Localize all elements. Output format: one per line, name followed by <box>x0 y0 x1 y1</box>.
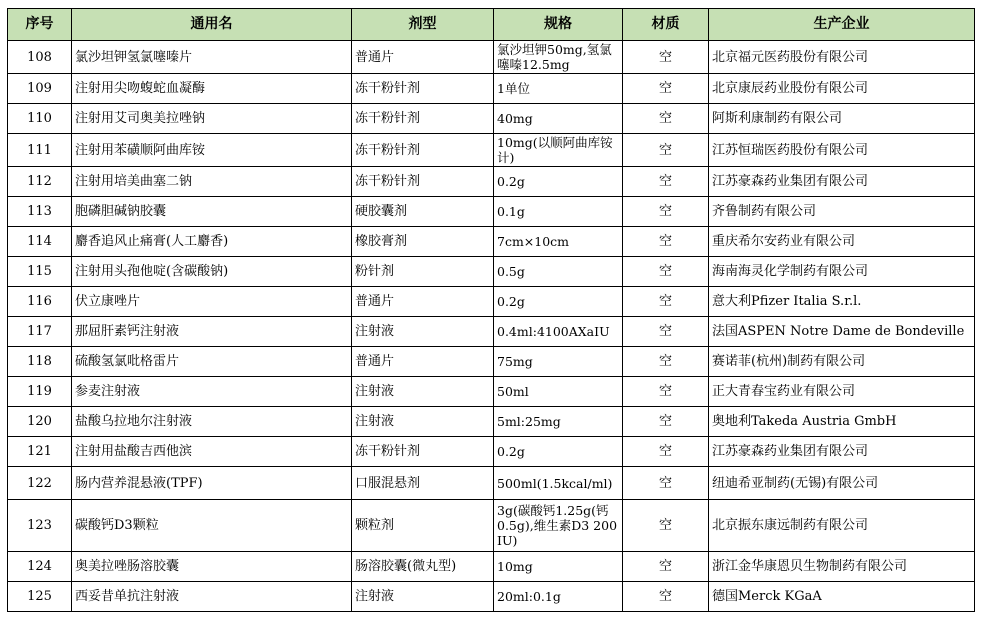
cell-serial-no: 119 <box>8 377 72 407</box>
table-row <box>8 104 975 134</box>
cell-generic-name: 注射用培美曲塞二钠 <box>72 167 352 197</box>
cell-serial-no: 117 <box>8 317 72 347</box>
cell-dosage-form: 注射液 <box>352 407 494 437</box>
table-row <box>8 134 975 167</box>
table-row <box>8 317 975 347</box>
table-row <box>8 227 975 257</box>
cell-generic-name: 奥美拉唑肠溶胶囊 <box>72 552 352 582</box>
cell-specification: 10mg(以顺阿曲库铵计) <box>494 134 623 167</box>
cell-generic-name: 西妥昔单抗注射液 <box>72 582 352 612</box>
cell-serial-no: 115 <box>8 257 72 287</box>
cell-generic-name: 碳酸钙D3颗粒 <box>72 500 352 552</box>
drug-list-table <box>7 8 975 612</box>
table-row <box>8 582 975 612</box>
cell-specification: 0.2g <box>494 167 623 197</box>
cell-generic-name: 注射用苯磺顺阿曲库铵 <box>72 134 352 167</box>
table-row <box>8 377 975 407</box>
cell-generic-name: 那屈肝素钙注射液 <box>72 317 352 347</box>
cell-manufacturer: 北京振东康远制药有限公司 <box>709 500 975 552</box>
cell-generic-name: 麝香追风止痛膏(人工麝香) <box>72 227 352 257</box>
cell-specification: 0.1g <box>494 197 623 227</box>
cell-specification: 3g(碳酸钙1.25g(钙0.5g),维生素D3 200IU) <box>494 500 623 552</box>
cell-specification: 10mg <box>494 552 623 582</box>
cell-manufacturer: 浙江金华康恩贝生物制药有限公司 <box>709 552 975 582</box>
header-generic-name: 通用名 <box>72 9 352 41</box>
cell-serial-no: 109 <box>8 74 72 104</box>
cell-manufacturer: 阿斯利康制药有限公司 <box>709 104 975 134</box>
cell-serial-no: 124 <box>8 552 72 582</box>
cell-specification: 氯沙坦钾50mg,氢氯噻嗪12.5mg <box>494 41 623 74</box>
cell-manufacturer: 江苏恒瑞医药股份有限公司 <box>709 134 975 167</box>
cell-specification: 0.5g <box>494 257 623 287</box>
cell-material: 空 <box>623 347 709 377</box>
cell-specification: 5ml:25mg <box>494 407 623 437</box>
cell-material: 空 <box>623 467 709 500</box>
cell-material: 空 <box>623 437 709 467</box>
cell-specification: 500ml(1.5kcal/ml) <box>494 467 623 500</box>
cell-dosage-form: 普通片 <box>352 287 494 317</box>
header-material: 材质 <box>623 9 709 41</box>
table-row <box>8 167 975 197</box>
cell-dosage-form: 硬胶囊剂 <box>352 197 494 227</box>
cell-material: 空 <box>623 407 709 437</box>
cell-serial-no: 122 <box>8 467 72 500</box>
cell-serial-no: 114 <box>8 227 72 257</box>
cell-generic-name: 注射用尖吻蝮蛇血凝酶 <box>72 74 352 104</box>
table-row <box>8 197 975 227</box>
cell-specification: 75mg <box>494 347 623 377</box>
header-specification: 规格 <box>494 9 623 41</box>
cell-dosage-form: 注射液 <box>352 317 494 347</box>
cell-manufacturer: 海南海灵化学制药有限公司 <box>709 257 975 287</box>
cell-specification: 20ml:0.1g <box>494 582 623 612</box>
table-row <box>8 257 975 287</box>
cell-material: 空 <box>623 104 709 134</box>
table-header <box>8 9 975 41</box>
cell-serial-no: 125 <box>8 582 72 612</box>
cell-material: 空 <box>623 582 709 612</box>
table-row <box>8 74 975 104</box>
cell-material: 空 <box>623 41 709 74</box>
table-row <box>8 347 975 377</box>
cell-material: 空 <box>623 167 709 197</box>
cell-dosage-form: 冻干粉针剂 <box>352 437 494 467</box>
cell-manufacturer: 赛诺菲(杭州)制药有限公司 <box>709 347 975 377</box>
cell-manufacturer: 纽迪希亚制药(无锡)有限公司 <box>709 467 975 500</box>
cell-manufacturer: 江苏豪森药业集团有限公司 <box>709 167 975 197</box>
table-row <box>8 552 975 582</box>
table-row <box>8 500 975 552</box>
cell-material: 空 <box>623 287 709 317</box>
cell-generic-name: 氯沙坦钾氢氯噻嗪片 <box>72 41 352 74</box>
header-manufacturer: 生产企业 <box>709 9 975 41</box>
cell-dosage-form: 普通片 <box>352 41 494 74</box>
cell-specification: 0.2g <box>494 437 623 467</box>
cell-dosage-form: 口服混悬剂 <box>352 467 494 500</box>
cell-generic-name: 胞磷胆碱钠胶囊 <box>72 197 352 227</box>
table-row <box>8 287 975 317</box>
cell-dosage-form: 冻干粉针剂 <box>352 167 494 197</box>
cell-dosage-form: 普通片 <box>352 347 494 377</box>
cell-specification: 7cm×10cm <box>494 227 623 257</box>
cell-dosage-form: 颗粒剂 <box>352 500 494 552</box>
table-row <box>8 437 975 467</box>
cell-dosage-form: 注射液 <box>352 377 494 407</box>
cell-material: 空 <box>623 134 709 167</box>
cell-manufacturer: 江苏豪森药业集团有限公司 <box>709 437 975 467</box>
cell-dosage-form: 橡胶膏剂 <box>352 227 494 257</box>
header-serial-no: 序号 <box>8 9 72 41</box>
cell-specification: 0.2g <box>494 287 623 317</box>
cell-serial-no: 123 <box>8 500 72 552</box>
cell-manufacturer: 法国ASPEN Notre Dame de Bondeville <box>709 317 975 347</box>
cell-specification: 0.4ml:4100AXaIU <box>494 317 623 347</box>
cell-manufacturer: 北京福元医药股份有限公司 <box>709 41 975 74</box>
cell-generic-name: 注射用盐酸吉西他滨 <box>72 437 352 467</box>
table-row <box>8 467 975 500</box>
cell-serial-no: 116 <box>8 287 72 317</box>
cell-dosage-form: 肠溶胶囊(微丸型) <box>352 552 494 582</box>
cell-material: 空 <box>623 74 709 104</box>
table-body <box>8 41 975 612</box>
cell-specification: 50ml <box>494 377 623 407</box>
cell-dosage-form: 冻干粉针剂 <box>352 104 494 134</box>
header-row <box>8 9 975 41</box>
cell-material: 空 <box>623 552 709 582</box>
cell-serial-no: 113 <box>8 197 72 227</box>
cell-serial-no: 108 <box>8 41 72 74</box>
cell-manufacturer: 重庆希尔安药业有限公司 <box>709 227 975 257</box>
cell-serial-no: 112 <box>8 167 72 197</box>
cell-specification: 40mg <box>494 104 623 134</box>
cell-generic-name: 参麦注射液 <box>72 377 352 407</box>
cell-manufacturer: 德国Merck KGaA <box>709 582 975 612</box>
cell-serial-no: 111 <box>8 134 72 167</box>
cell-manufacturer: 正大青春宝药业有限公司 <box>709 377 975 407</box>
cell-manufacturer: 北京康辰药业股份有限公司 <box>709 74 975 104</box>
cell-generic-name: 硫酸氢氯吡格雷片 <box>72 347 352 377</box>
cell-generic-name: 注射用艾司奥美拉唑钠 <box>72 104 352 134</box>
cell-dosage-form: 冻干粉针剂 <box>352 134 494 167</box>
cell-manufacturer: 奥地利Takeda Austria GmbH <box>709 407 975 437</box>
cell-material: 空 <box>623 227 709 257</box>
cell-dosage-form: 粉针剂 <box>352 257 494 287</box>
cell-dosage-form: 注射液 <box>352 582 494 612</box>
cell-material: 空 <box>623 257 709 287</box>
cell-serial-no: 110 <box>8 104 72 134</box>
cell-generic-name: 伏立康唑片 <box>72 287 352 317</box>
cell-generic-name: 肠内营养混悬液(TPF) <box>72 467 352 500</box>
cell-manufacturer: 齐鲁制药有限公司 <box>709 197 975 227</box>
cell-generic-name: 盐酸乌拉地尔注射液 <box>72 407 352 437</box>
table-row <box>8 407 975 437</box>
cell-material: 空 <box>623 500 709 552</box>
cell-material: 空 <box>623 197 709 227</box>
cell-material: 空 <box>623 377 709 407</box>
cell-serial-no: 120 <box>8 407 72 437</box>
cell-serial-no: 118 <box>8 347 72 377</box>
cell-specification: 1单位 <box>494 74 623 104</box>
cell-serial-no: 121 <box>8 437 72 467</box>
cell-material: 空 <box>623 317 709 347</box>
cell-manufacturer: 意大利Pfizer Italia S.r.l. <box>709 287 975 317</box>
cell-dosage-form: 冻干粉针剂 <box>352 74 494 104</box>
header-dosage-form: 剂型 <box>352 9 494 41</box>
table-row <box>8 41 975 74</box>
cell-generic-name: 注射用头孢他啶(含碳酸钠) <box>72 257 352 287</box>
